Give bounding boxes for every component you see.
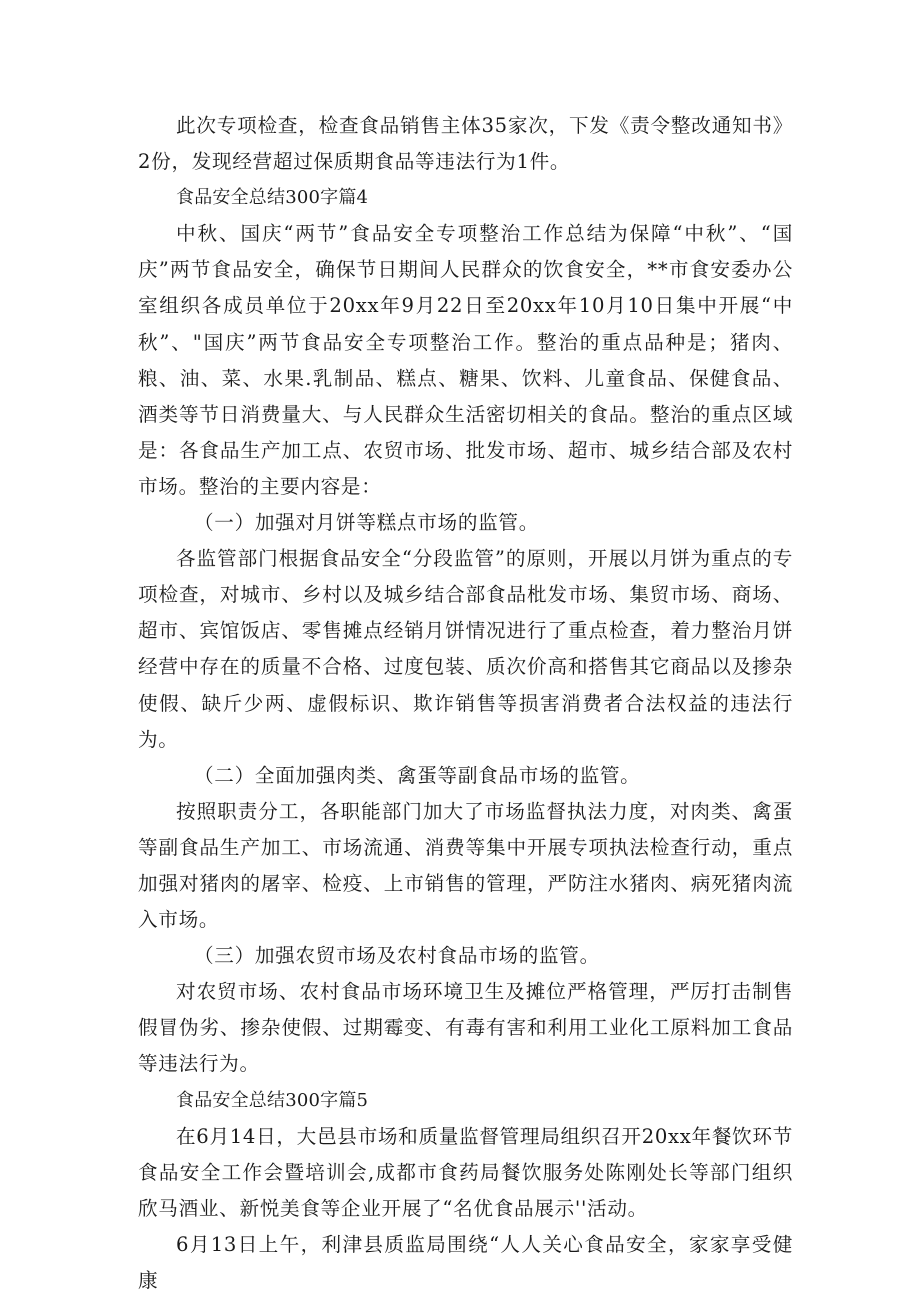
paragraph-lijin-event: 6月13日上午，利津县质监局围绕“人人关心食品安全，家家享受健康 xyxy=(138,1232,793,1292)
paragraph-mooncake-inspection: 各监管部门根据食品安全“分段监管”的原则，开展以月饼为重点的专项检查，对城市、乡村以及城乡结合部食品枇发市场、集贸市场、商场、超市、宾馆饭店、零售摊点经销月饼情况进行了重点检查，着力整治月饼经营中存在的质量不合格、过度包装、质次价高和搭售其它商品以及掺杂使假、缺斤少两、虚假标识、欺诈销售等损害消费者合法权益的违法行为。 xyxy=(138,547,793,751)
paragraph-inspection-summary: 此次专项检查，检查食品销售主体35家次，下发《责令整改通知书》2份，发现经营超过保质期食品等违法行为1件。 xyxy=(138,114,793,174)
paragraph-market-management: 对农贸市场、农村食品市场环境卫生及摊位严格管理，严厉打击制售假冒伪劣、掺杂使假、过期霉变、有毒有害和利用工业化工原料加工食品等违法行为。 xyxy=(138,980,793,1076)
paragraph-meat-enforcement: 按照职责分工，各职能部门加大了市场监督执法力度，对肉类、禽蛋等副食品生产加工、市场流通、消费等集中开展专项执法检查行动，重点加强对猪肉的屠宰、检疫、上市销售的管理，严防注水猪肉、病死猪肉流入市场。 xyxy=(138,799,793,932)
subheading-mooncake: （一）加强对月饼等糕点市场的监管。 xyxy=(194,511,539,535)
subheading-rural-markets: （三）加强农贸市场及农村食品市场的监管。 xyxy=(194,944,600,968)
subheading-meat-eggs: （二）全面加强肉类、禽蛋等副食品市场的监管。 xyxy=(194,763,641,787)
paragraph-dayi-meeting: 在6月14日，大邑县市场和质量监督管理局组织召开20xx年餐饮环节食品安全工作会暨培训会,成都市食药局餐饮服务处陈刚处长等部门组织欣马酒业、新悦美食等企业开展了“名优食品展示''活动。 xyxy=(138,1124,793,1220)
section-heading-5: 食品安全总结300字篇5 xyxy=(176,1089,369,1111)
paragraph-holiday-campaign: 中秋、国庆“两节”食品安全专项整治工作总结为保障“中秋”、“国庆”两节食品安全，确保节日期间人民群众的饮食安全，**市食安委办公室组织各成员单位于20xx年9月22日至20xx年10月10日集中开展“中秋”、"国庆”两节食品安全专项整治工作。整治的重点品种是；猪肉、粮、油、菜、水果.乳制品、糕点、糖果、饮料、儿童食品、保健食品、酒类等节日消费量大、与人民群众生活密切相关的食品。整治的重点区域是：各食品生产加工点、农贸市场、批发市场、超市、城乡结合部及农村市场。整治的主要内容是： xyxy=(138,222,793,498)
document-body xyxy=(138,108,793,1299)
section-heading-4: 食品安全总结300字篇4 xyxy=(176,187,369,209)
